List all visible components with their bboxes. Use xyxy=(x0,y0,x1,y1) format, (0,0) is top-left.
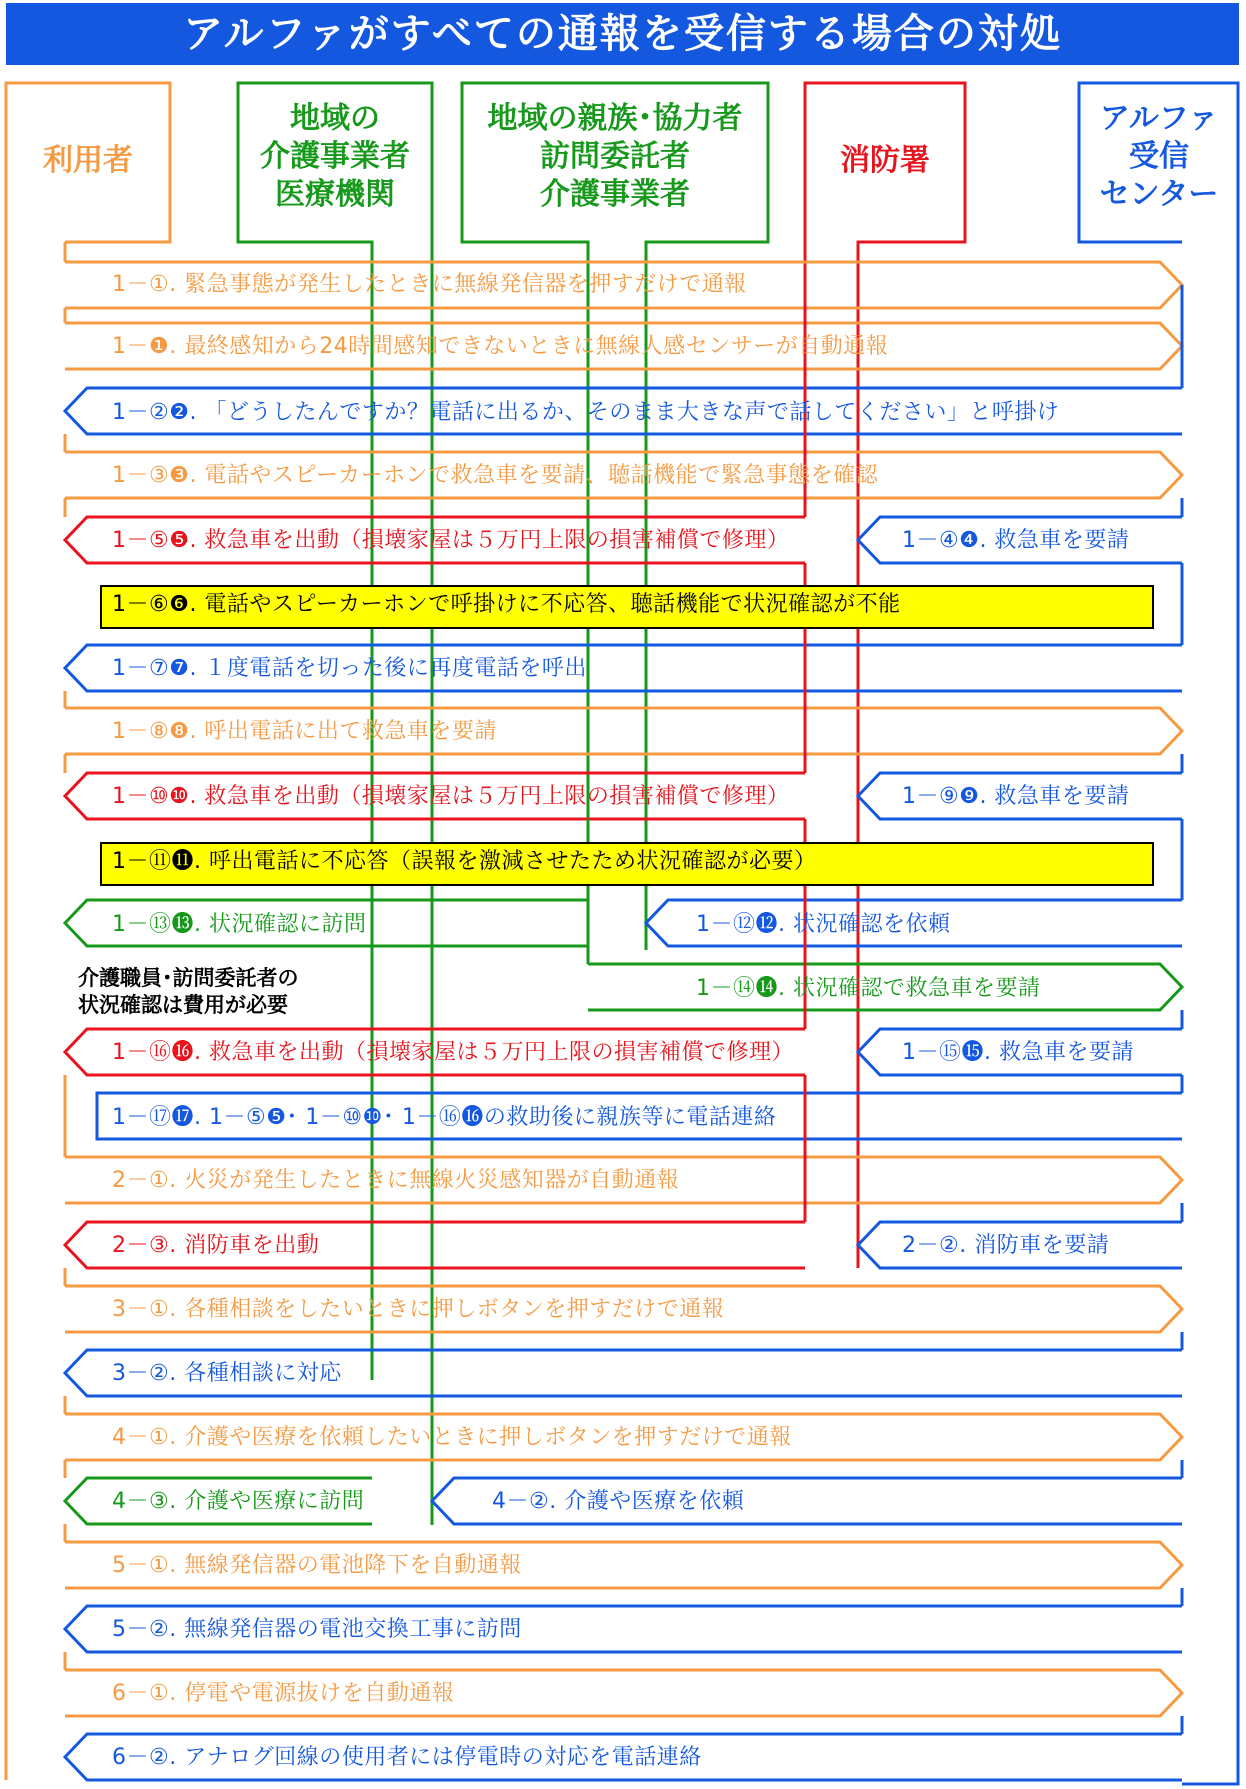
step-1-17: 1－⑰⓱. 1－⑤❺･ 1－⑩❿･ 1－⑯⓰の救助後に親族等に電話連絡 xyxy=(112,1105,777,1130)
header-alpha xyxy=(1081,100,1237,214)
header-alpha-line: 受信 xyxy=(1129,139,1189,174)
alpha-lane-box xyxy=(1079,83,1238,1784)
header-care xyxy=(240,100,430,214)
step-5-2: 5－②. 無線発信器の電池交換工事に訪問 xyxy=(112,1617,522,1642)
header-care-line: 地域の xyxy=(290,101,380,136)
step-1-6: 1－⑥❻. 電話やスピーカーホンで呼掛けに不応答、聴話機能で状況確認が不能 xyxy=(112,592,901,617)
step-1-3: 1－③❸. 電話やスピーカーホンで救急車を要請、聴話機能で緊急事態を確認 xyxy=(112,463,879,488)
step-3-1: 3－①. 各種相談をしたいときに押しボタンを押すだけで通報 xyxy=(112,1297,725,1322)
step-4-2: 4－②. 介護や医療を依頼 xyxy=(492,1489,745,1514)
step-1-4: 1－④❹. 救急車を要請 xyxy=(902,528,1130,553)
cost-note-line: 介護職員･訪問委託者の xyxy=(78,966,299,990)
cost-note xyxy=(78,965,299,1019)
step-3-2: 3－②. 各種相談に対応 xyxy=(112,1361,342,1386)
step-1-1b: 1－❶. 最終感知から24時間感知できないときに無線人感センサーが自動通報 xyxy=(112,334,889,359)
step-1-9: 1－⑨❾. 救急車を要請 xyxy=(902,784,1130,809)
step-1-14: 1－⑭⓮. 状況確認で救急車を要請 xyxy=(696,976,1041,1001)
header-fire-line: 消防署 xyxy=(840,143,930,178)
header-relatives-line: 介護事業者 xyxy=(540,177,690,212)
step-1-13: 1－⑬⓭. 状況確認に訪問 xyxy=(112,912,367,937)
header-care-line: 医療機関 xyxy=(275,177,395,212)
step-1-11: 1－⑪⓫. 呼出電話に不応答（誤報を激減させたため状況確認が必要） xyxy=(112,849,817,874)
header-fire xyxy=(807,142,963,180)
header-user xyxy=(8,142,168,180)
step-4-1: 4－①. 介護や医療を依頼したいときに押しボタンを押すだけで通報 xyxy=(112,1425,792,1450)
step-6-1: 6－①. 停電や電源抜けを自動通報 xyxy=(112,1681,455,1706)
step-4-3: 4－③. 介護や医療に訪問 xyxy=(112,1489,365,1514)
header-care-line: 介護事業者 xyxy=(260,139,410,174)
header-alpha-line: アルファ xyxy=(1099,101,1219,136)
step-1-10: 1－⑩❿. 救急車を出動（損壊家屋は５万円上限の損害補償で修理） xyxy=(112,784,790,809)
cost-note-line: 状況確認は費用が必要 xyxy=(78,993,288,1017)
header-relatives-line: 訪問委託者 xyxy=(540,139,690,174)
step-1-7: 1－⑦❼. １度電話を切った後に再度電話を呼出 xyxy=(112,656,587,681)
header-relatives xyxy=(464,100,766,214)
header-relatives-line: 地域の親族･協力者 xyxy=(487,101,743,136)
step-2-3: 2－③. 消防車を出動 xyxy=(112,1233,320,1258)
step-1-5: 1－⑤❺. 救急車を出動（損壊家屋は５万円上限の損害補償で修理） xyxy=(112,528,790,553)
step-1-15: 1－⑮⓯. 救急車を要請 xyxy=(902,1040,1134,1065)
step-1-12: 1－⑫⓬. 状況確認を依頼 xyxy=(696,912,951,937)
step-1-8: 1－⑧❽. 呼出電話に出て救急車を要請 xyxy=(112,719,497,744)
step-1-1: 1－①. 緊急事態が発生したときに無線発信器を押すだけで通報 xyxy=(112,272,747,297)
step-1-2: 1－②❷. 「どうしたんですか？電話に出るか、そのまま大きな声で話してください」と呼掛け xyxy=(112,400,1060,425)
step-2-2: 2－②. 消防車を要請 xyxy=(902,1233,1110,1258)
step-6-2: 6－②. アナログ回線の使用者には停電時の対応を電話連絡 xyxy=(112,1745,702,1770)
header-alpha-line: センター xyxy=(1099,177,1219,212)
step-1-16: 1－⑯⓰. 救急車を出動（損壊家屋は５万円上限の損害補償で修理） xyxy=(112,1040,794,1065)
header-user-line: 利用者 xyxy=(43,143,133,178)
step-5-1: 5－①. 無線発信器の電池降下を自動通報 xyxy=(112,1553,522,1578)
step-2-1: 2－①. 火災が発生したときに無線火災感知器が自動通報 xyxy=(112,1168,680,1193)
page-title: アルファがすべての通報を受信する場合の対処 xyxy=(6,3,1239,65)
